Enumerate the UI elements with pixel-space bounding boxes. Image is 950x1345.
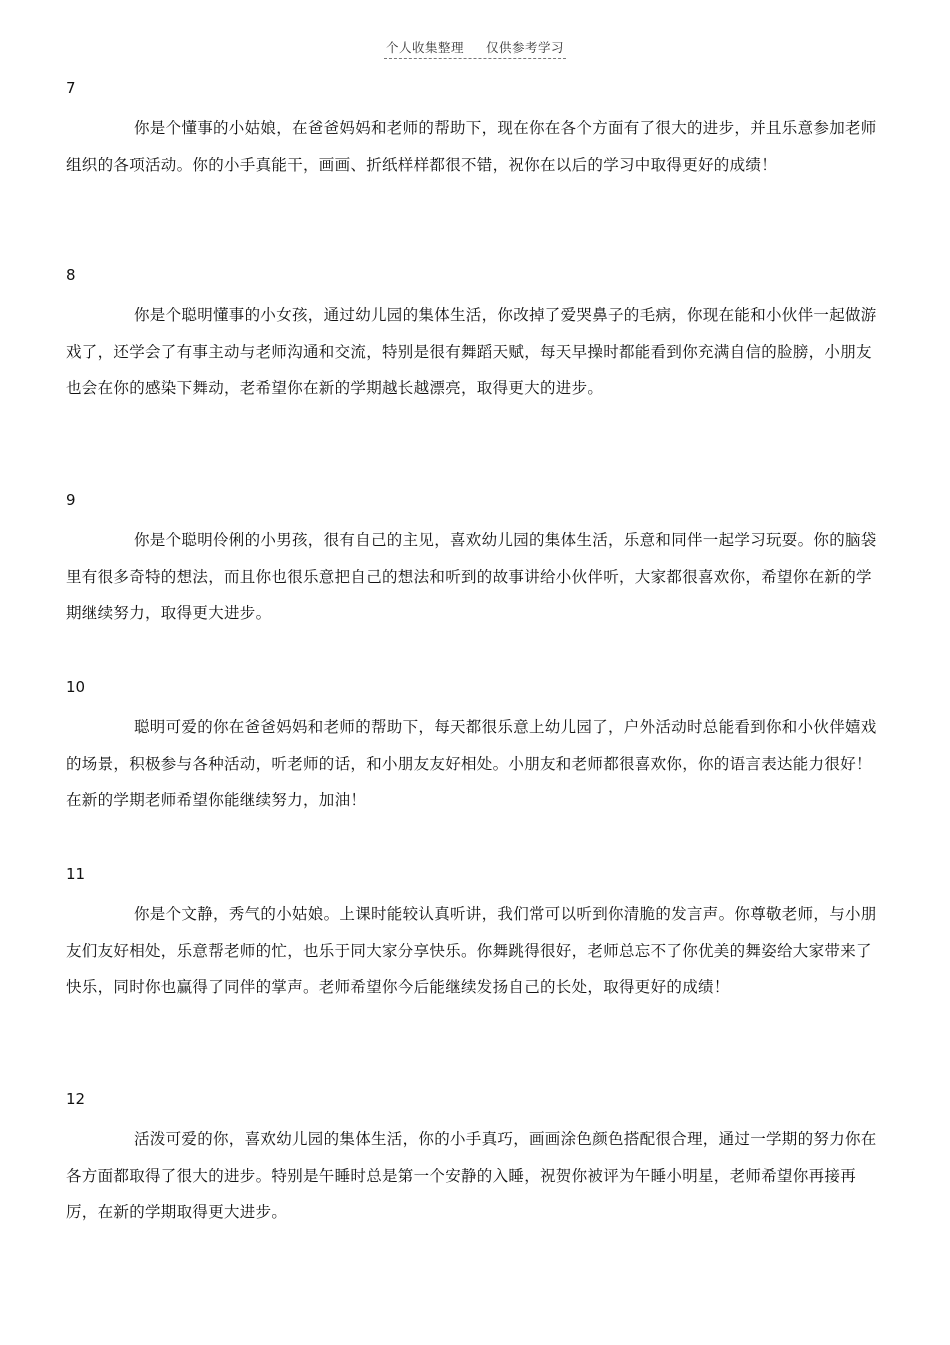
header-right-text: 仅供参考学习 xyxy=(486,40,565,55)
entry-number: 12 xyxy=(66,1090,86,1108)
comment-entry xyxy=(66,490,884,632)
header-watermark xyxy=(384,38,566,59)
entry-text: 你是个文静，秀气的小姑娘。上课时能较认真听讲，我们常可以听到你清脆的发言声。你尊敬老师，与小朋友们友好相处，乐意帮老师的忙，也乐于同大家分享快乐。你舞跳得很好，老师总忘不了你优美的舞姿给大家带来了快乐，同时你也赢得了同伴的掌声。老师希望你今后能继续发扬自己的长处，取得更好的成绩！ xyxy=(66,905,877,996)
entry-text: 活泼可爱的你，喜欢幼儿园的集体生活，你的小手真巧，画画涂色颜色搭配很合理，通过一学期的努力你在各方面都取得了很大的进步。特别是午睡时总是第一个安静的入睡，祝贺你被评为午睡小明星，老师希望你再接再厉，在新的学期取得更大进步。 xyxy=(66,1130,877,1221)
entry-number: 9 xyxy=(66,491,76,509)
entry-text: 你是个聪明懂事的小女孩，通过幼儿园的集体生活，你改掉了爱哭鼻子的毛病，你现在能和小伙伴一起做游戏了，还学会了有事主动与老师沟通和交流，特别是很有舞蹈天赋，每天早操时都能看到你充满自信的脸膀，小朋友也会在你的感染下舞动，老希望你在新的学期越长越漂亮，取得更大的进步。 xyxy=(66,306,877,397)
comment-entry xyxy=(66,864,884,1006)
comment-entry xyxy=(66,78,884,183)
entry-number: 10 xyxy=(66,678,86,696)
entry-text: 你是个懂事的小姑娘，在爸爸妈妈和老师的帮助下，现在你在各个方面有了很大的进步，并且乐意参加老师组织的各项活动。你的小手真能干，画画、折纸样样都很不错，祝你在以后的学习中取得更好的成绩！ xyxy=(66,119,877,174)
comment-entry xyxy=(66,1089,884,1231)
comment-entry xyxy=(66,265,884,407)
entry-number: 8 xyxy=(66,266,76,284)
header-left-text: 个人收集整理 xyxy=(385,40,464,55)
entry-number: 11 xyxy=(66,865,86,883)
entry-number: 7 xyxy=(66,79,76,97)
entry-text: 你是个聪明伶俐的小男孩，很有自己的主见，喜欢幼儿园的集体生活，乐意和同伴一起学习玩耍。你的脑袋里有很多奇特的想法，而且你也很乐意把自己的想法和听到的故事讲给小伙伴听，大家都很喜欢你，希望你在新的学期继续努力，取得更大进步。 xyxy=(66,531,877,622)
page-header xyxy=(0,38,950,59)
entry-text: 聪明可爱的你在爸爸妈妈和老师的帮助下，每天都很乐意上幼儿园了，户外活动时总能看到你和小伙伴嬉戏的场景，积极参与各种活动，听老师的话，和小朋友友好相处。小朋友和老师都很喜欢你，你的语言表达能力很好！在新的学期老师希望你能继续努力，加油！ xyxy=(66,718,877,809)
comment-entry xyxy=(66,677,884,819)
